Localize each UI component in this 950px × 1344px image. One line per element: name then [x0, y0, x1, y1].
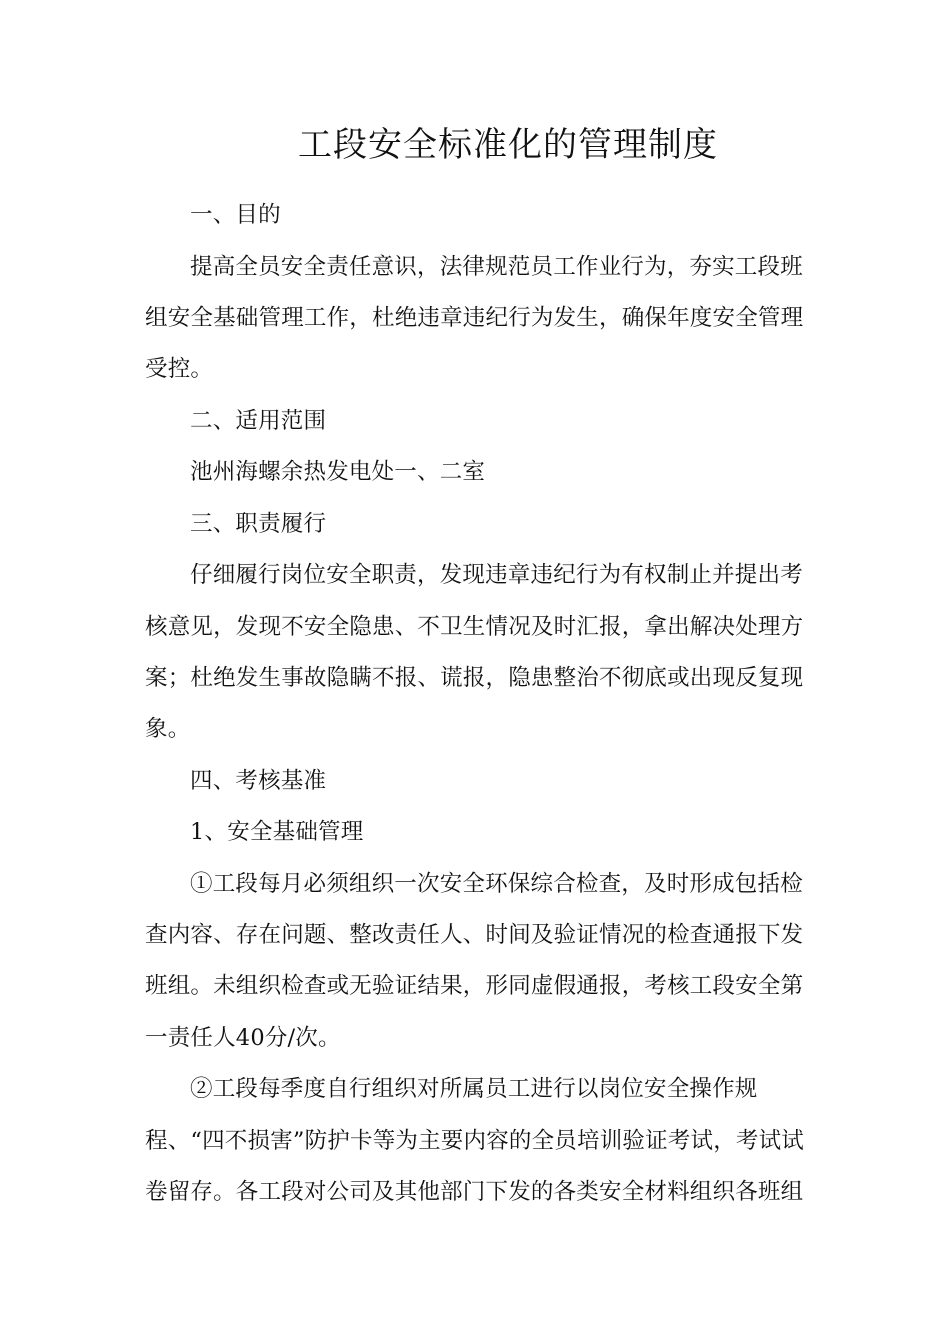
paragraph-line: 受控。 — [145, 356, 214, 382]
paragraph-line: 查内容、存在问题、整改责任人、时间及验证情况的检查通报下发 — [145, 922, 804, 948]
section-heading-assessment: 四、考核基准 — [190, 768, 327, 794]
paragraph-line: 一责任人40分/次。 — [145, 1025, 341, 1051]
paragraph-line: 提高全员安全责任意识，法律规范员工作业行为，夯实工段班 — [190, 254, 803, 280]
document-title: 工段安全标准化的管理制度 — [298, 125, 718, 165]
paragraph-line: ②工段每季度自行组织对所属员工进行以岗位安全操作规 — [190, 1076, 758, 1102]
section-heading-duties: 三、职责履行 — [190, 511, 327, 537]
paragraph-line: 仔细履行岗位安全职责，发现违章违纪行为有权制止并提出考 — [190, 562, 803, 588]
section-heading-purpose: 一、目的 — [190, 202, 281, 228]
paragraph-line: 程、“四不损害”防护卡等为主要内容的全员培训验证考试，考试试 — [145, 1128, 805, 1154]
paragraph-line: 组安全基础管理工作，杜绝违章违纪行为发生，确保年度安全管理 — [145, 305, 804, 331]
paragraph-line: 班组。未组织检查或无验证结果，形同虚假通报，考核工段安全第 — [145, 973, 804, 999]
paragraph-line: 案；杜绝发生事故隐瞒不报、谎报，隐患整治不彻底或出现反复现 — [145, 665, 804, 691]
paragraph-line: ①工段每月必须组织一次安全环保综合检查，及时形成包括检 — [190, 871, 803, 897]
paragraph-line: 象。 — [145, 716, 191, 742]
paragraph-line: 核意见，发现不安全隐患、不卫生情况及时汇报，拿出解决处理方 — [145, 614, 804, 640]
subsection-heading: 1、安全基础管理 — [190, 819, 364, 845]
section-heading-scope: 二、适用范围 — [190, 408, 327, 434]
paragraph-line: 池州海螺余热发电处一、二室 — [190, 459, 486, 485]
paragraph-line: 卷留存。各工段对公司及其他部门下发的各类安全材料组织各班组 — [145, 1179, 804, 1205]
